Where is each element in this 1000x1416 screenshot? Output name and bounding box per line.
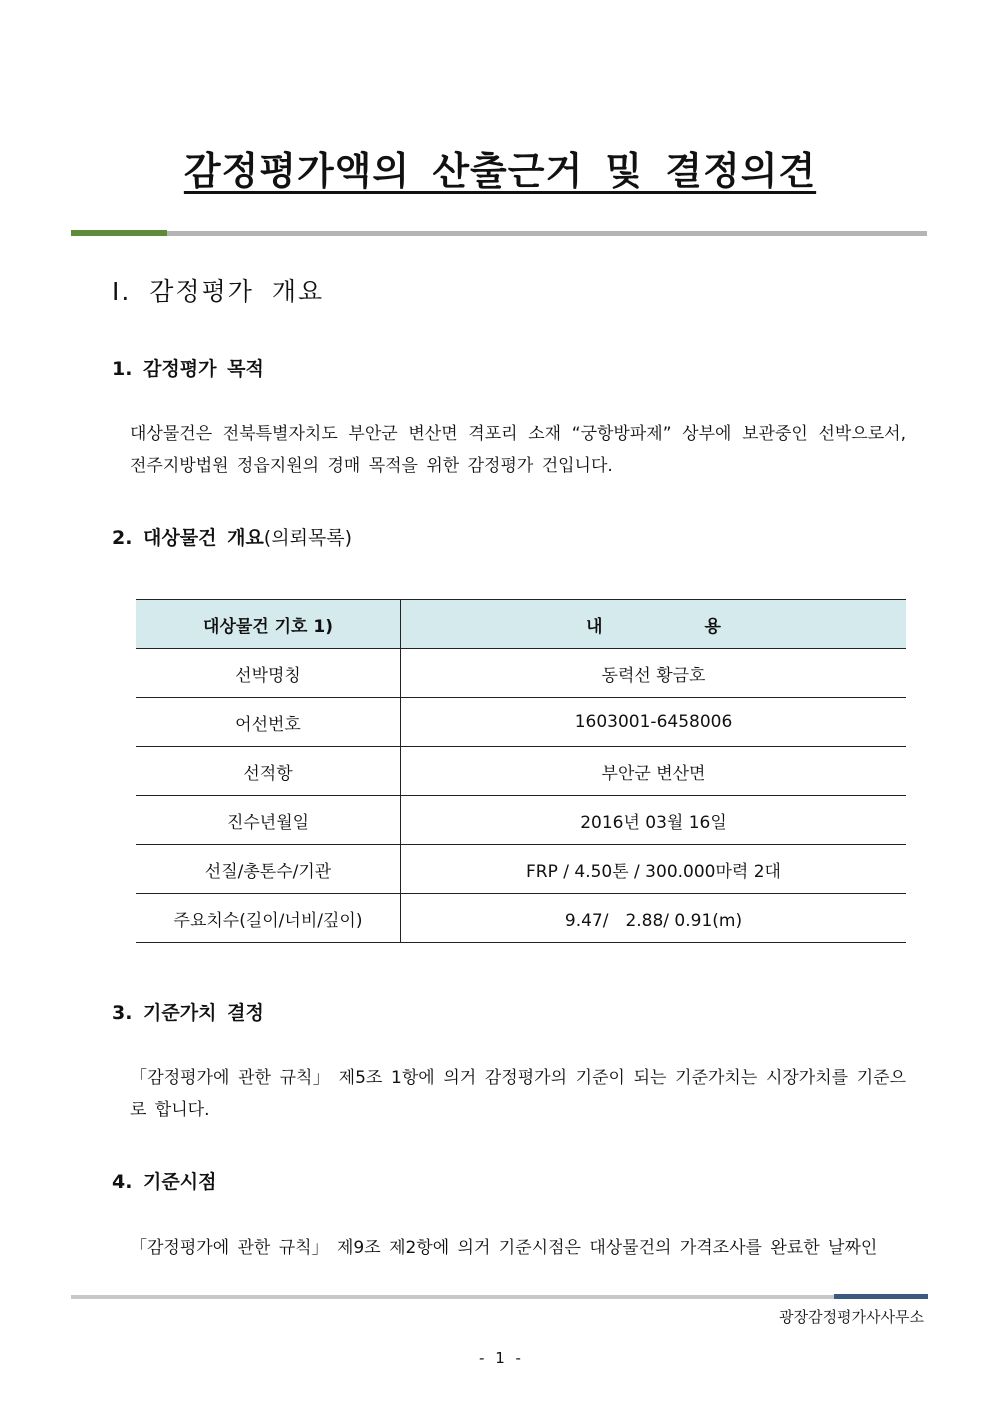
page-title: 감정평가액의 산출근거 및 결정의견 (183, 149, 817, 193)
table-cell-label: 선적항 (136, 747, 401, 796)
table-cell-value: 동력선 황금호 (401, 649, 907, 698)
table-header-cell: 대상물건 기호 1) (136, 600, 401, 649)
table-cell-label: 진수년월일 (136, 796, 401, 845)
table-cell-label: 선질/총톤수/기관 (136, 845, 401, 894)
title-rule (167, 231, 927, 236)
title-rule-accent (71, 230, 167, 236)
table-cell-label: 주요치수(길이/너비/깊이) (136, 894, 401, 943)
basis-value-text: 「감정평가에 관한 규칙」 제5조 1항에 의거 감정평가의 기준이 되는 기준가치는 시장가치를 기준으로 합니다. (130, 1068, 906, 1120)
table-cell-value: 2016년 03월 16일 (401, 796, 907, 845)
table-header-cell: 내 용 (401, 600, 907, 649)
table-row (136, 894, 906, 943)
table-row (136, 698, 906, 747)
firm-name: 광장감정평가사사무소 (779, 1308, 924, 1326)
overview-heading (112, 523, 352, 550)
table-cell-value: FRP / 4.50톤 / 300.000마력 2대 (401, 845, 907, 894)
table-cell-value: 1603001-6458006 (401, 698, 907, 747)
basis-value-heading: 3. 기준가치 결정 (112, 1002, 264, 1024)
table-cell-value: 부안군 변산면 (401, 747, 907, 796)
purpose-text: 대상물건은 전북특별자치도 부안군 변산면 격포리 소재 “궁항방파제” 상부에 보관중인 선박으로서, 전주지방법원 정읍지원의 경매 목적을 위한 감정평가 건입니다. (130, 424, 906, 476)
purpose-heading: 1. 감정평가 목적 (112, 358, 264, 380)
table-row (136, 796, 906, 845)
table-cell-label: 어선번호 (136, 698, 401, 747)
overview-heading-title: 2. 대상물건 개요 (112, 527, 264, 549)
footer-rule (71, 1295, 834, 1299)
subject-table (136, 599, 906, 943)
section-heading: Ⅰ. 감정평가 개요 (112, 277, 325, 306)
overview-heading-note: (의뢰목록) (263, 527, 353, 549)
table-row (136, 649, 906, 698)
footer-rule-accent (834, 1294, 928, 1299)
table-row (136, 845, 906, 894)
table-row (136, 747, 906, 796)
table-cell-value: 9.47/ 2.88/ 0.91(m) (401, 894, 907, 943)
table-cell-label: 선박명칭 (136, 649, 401, 698)
basis-date-text: 「감정평가에 관한 규칙」 제9조 제2항에 의거 기준시점은 대상물건의 가격조사를 완료한 날짜인 (130, 1238, 878, 1258)
basis-date-heading: 4. 기준시점 (112, 1171, 217, 1193)
table-header-row (136, 600, 906, 649)
page-number: - 1 - (479, 1349, 521, 1367)
